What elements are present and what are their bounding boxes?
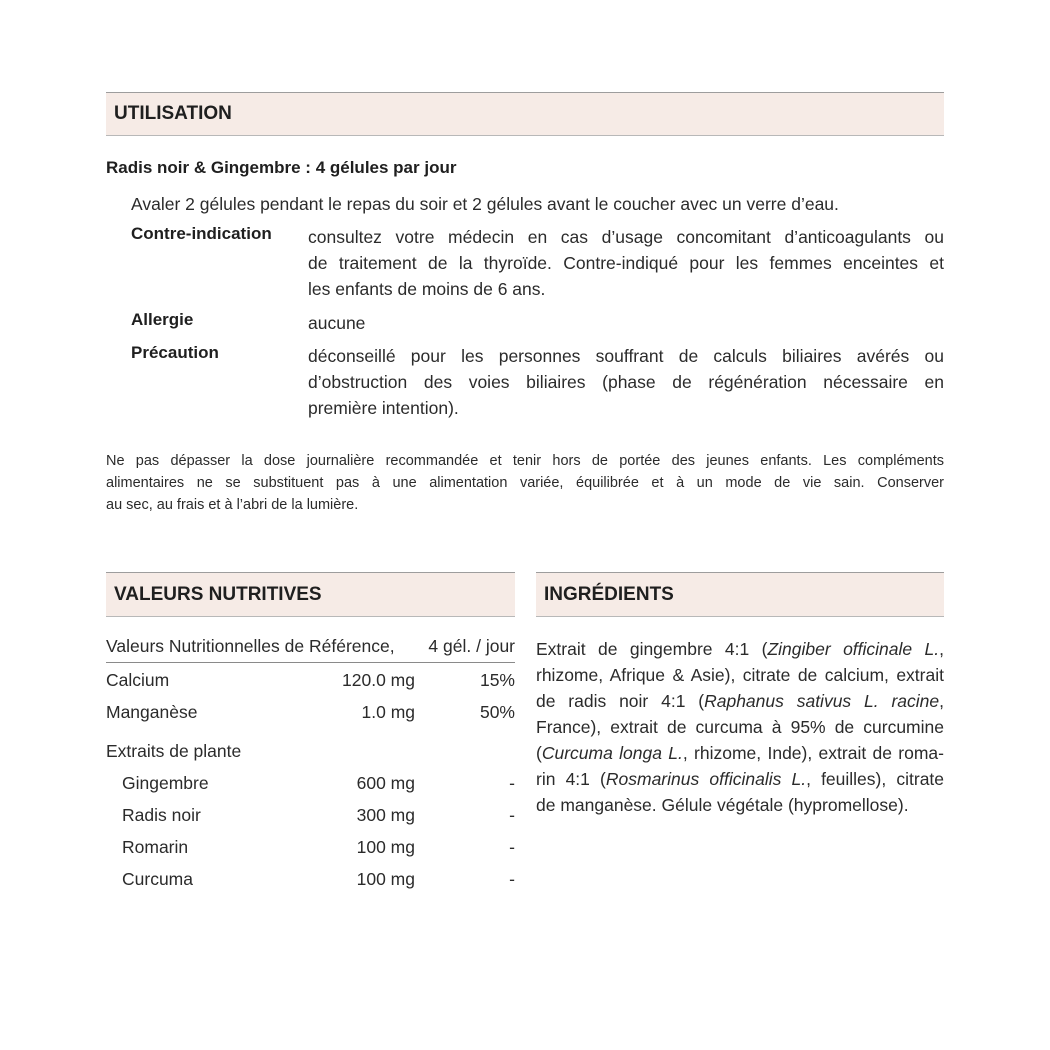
text-line: aucune: [308, 313, 366, 333]
ingredient-text: ,: [939, 639, 944, 659]
botanical-name: Raphanus sativus L. racine: [704, 691, 940, 711]
botanical-name: Rosmarinus officinalis L.: [605, 769, 807, 789]
allergie-text: [308, 310, 944, 336]
nutrient-quantity: 1.0 mg: [361, 702, 415, 722]
contre-indication-text: [308, 224, 944, 302]
ingredient-line: [536, 636, 944, 662]
ingredient-line: [536, 792, 944, 818]
nutrient-percent: 15%: [479, 670, 515, 690]
botanical-name: Curcuma longa L.: [541, 743, 683, 763]
ingredient-text: (: [536, 743, 542, 763]
dosage-title: Radis noir & Gingembre : 4 gélules par jour: [106, 158, 457, 177]
nutrient-name: Calcium: [106, 670, 170, 690]
ingredient-text: de manganèse. Gélule végétale (hypromellose).: [536, 795, 909, 815]
nutrient-quantity: 120.0 mg: [342, 670, 415, 690]
plant-percent: -: [509, 805, 515, 825]
precaution-label: Précaution: [131, 343, 219, 362]
text-line: au sec, au frais et à l’abri de la lumière.: [106, 497, 359, 513]
ingredients-header: INGRÉDIENTS: [536, 572, 944, 617]
ingredient-line: [536, 740, 944, 766]
table-row: [106, 773, 515, 799]
plant-quantity: 100 mg: [356, 869, 415, 889]
plant-percent: -: [509, 837, 515, 857]
table-row: [106, 805, 515, 831]
ingredient-line: [536, 766, 944, 792]
plant-name: Curcuma: [122, 869, 193, 889]
table-row: [106, 837, 515, 863]
plant-quantity: 300 mg: [356, 805, 415, 825]
text-line: d’obstruction des voies biliaires (phase de régénération nécessaire en: [308, 372, 944, 392]
ingredient-text: rin 4:1 (: [536, 769, 606, 789]
plants-subheader: [106, 741, 515, 767]
allergie-label: Allergie: [131, 310, 194, 329]
nutrient-percent: 50%: [479, 702, 515, 722]
table-row: [106, 670, 515, 696]
text-line: consultez votre médecin en cas d’usage concomitant d’anticoagulants ou: [308, 227, 944, 247]
text-line: de traitement de la thyroïde. Contre-indiqué pour les femmes enceintes et: [308, 253, 944, 273]
contre-indication-label: Contre-indication: [131, 224, 272, 243]
ingredient-line: [536, 688, 944, 714]
text-line: alimentaires ne se substituent pas à une alimentation variée, équilibrée et à un mode de vie sain. Conserver: [106, 475, 944, 491]
utilisation-header: UTILISATION: [106, 92, 944, 136]
ingredient-text: ,: [939, 691, 944, 711]
text-line: les enfants de moins de 6 ans.: [308, 279, 546, 299]
disclaimer-text: [106, 450, 944, 516]
plant-name: Radis noir: [122, 805, 201, 825]
text-line: première intention).: [308, 398, 459, 418]
ingredient-line: [536, 714, 944, 740]
table-row: [106, 869, 515, 895]
plant-quantity: 600 mg: [356, 773, 415, 793]
ingredient-text: , rhizome, Inde), extrait de roma-: [682, 743, 944, 763]
ingredient-text: France), extrait de curcuma à 95% de curcumine: [536, 717, 944, 737]
plant-quantity: 100 mg: [356, 837, 415, 857]
ingredient-text: de radis noir 4:1 (: [536, 691, 705, 711]
table-row: [106, 702, 515, 728]
ingredient-text: rhizome, Afrique & Asie), citrate de calcium, extrait: [536, 665, 944, 685]
ingredient-text: , feuilles), citrate: [806, 769, 945, 789]
nutrition-table-header: [106, 636, 515, 662]
nutrition-header: VALEURS NUTRITIVES: [106, 572, 515, 617]
plant-name: Gingembre: [122, 773, 209, 793]
text-line: déconseillé pour les personnes souffrant de calculs biliaires avérés ou: [308, 346, 944, 366]
nutrient-name: Manganèse: [106, 702, 198, 722]
plant-name: Romarin: [122, 837, 189, 857]
plant-percent: -: [509, 869, 515, 889]
text-line: Ne pas dépasser la dose journalière recommandée et tenir hors de portée des jeunes enfants. Les compléments: [106, 453, 944, 469]
ingredient-line: [536, 662, 944, 688]
instruction-text: Avaler 2 gélules pendant le repas du soir et 2 gélules avant le coucher avec un verre d’eau.: [131, 194, 839, 214]
reference-column-label: Valeurs Nutritionnelles de Référence,: [106, 636, 395, 656]
plant-percent: -: [509, 773, 515, 793]
botanical-name: Zingiber officinale L.: [767, 639, 940, 659]
plants-title: Extraits de plante: [106, 741, 242, 761]
ingredient-text: Extrait de gingembre 4:1 (: [536, 639, 768, 659]
precaution-text: [308, 343, 944, 421]
dose-column-label: 4 gél. / jour: [428, 636, 515, 656]
ingredients-text: [536, 636, 944, 818]
table-divider: [106, 662, 515, 663]
